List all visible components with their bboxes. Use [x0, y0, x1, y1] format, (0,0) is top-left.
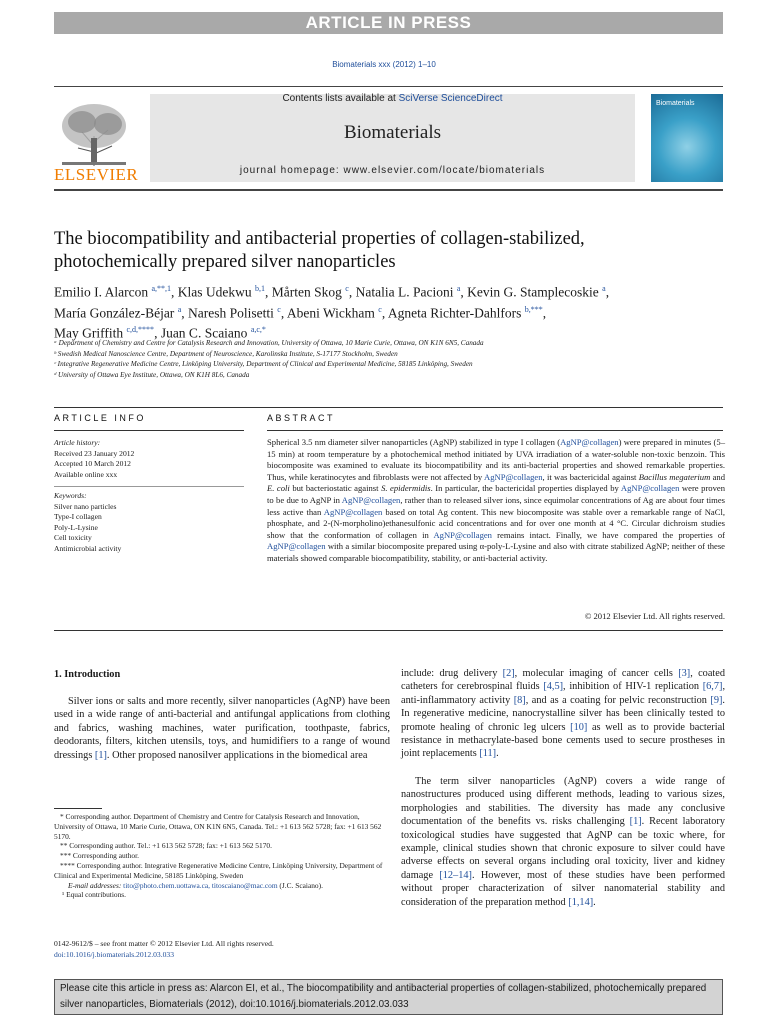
article-info — [54, 438, 244, 554]
author-name[interactable]: Agneta Richter-Dahlfors — [387, 305, 522, 320]
history-label: Article history: — [54, 438, 101, 447]
affiliation-a: ᵃ Department of Chemistry and Centre for Catalysis Research and Innovation, University of Ottawa, 10 Marie Curie, Ottawa, ON K1N 6N5, Canada — [54, 339, 484, 347]
footnote-rule — [54, 808, 102, 809]
author-name[interactable]: Kevin G. Stamplecoskie — [467, 284, 599, 300]
affiliation-d: ᵈ University of Ottawa Eye Institute, Ottawa, ON K1H 8L6, Canada — [54, 370, 250, 379]
title-line-2: photochemically prepared silver nanoparticles — [54, 252, 396, 272]
article-in-press-banner: ARTICLE IN PRESS — [54, 12, 723, 34]
footnotes — [54, 812, 390, 900]
keyword: Silver nano particles — [54, 501, 117, 511]
author-name[interactable]: María González-Béjar — [54, 305, 175, 320]
affiliation-c: ᶜ Integrative Regenerative Medicine Centre, Linköping University, Department of Clinical and Experimental Medicine, 58185 Linköping, Sweden — [54, 360, 473, 368]
author-line-3: May Griffith $^{c,d,****}$, Juan C. Scaiano $^{a,c,*}$ — [54, 325, 266, 341]
abstract-heading: ABSTRACT — [267, 413, 336, 423]
journal-citation-link[interactable]: Biomaterials xxx (2012) 1–10 — [332, 60, 436, 69]
article-info-heading: ARTICLE INFO — [54, 413, 146, 423]
author-affil-mark[interactable]: a — [456, 284, 461, 293]
author-name[interactable]: Klas Udekwu — [177, 284, 252, 300]
author-affil-mark[interactable]: a — [602, 284, 606, 293]
author-name[interactable]: Mårten Skog — [271, 284, 342, 300]
author-affil-mark[interactable]: b,*** — [524, 304, 543, 314]
contents-available-line: Contents lists available at SciVerse ScienceDirect — [282, 93, 503, 104]
cover-title: Biomaterials — [656, 100, 695, 107]
author-name[interactable]: Natalia L. Pacioni — [355, 284, 454, 300]
author-line-1: Emilio I. Alarcon $^{a,**,1}$, Klas Udekwu $^{b,1}$, Mårten Skog $^c$, Natalia L. Pacioni $^a$, Kevin G. Stamplecoskie $^a$, — [54, 284, 610, 300]
section-bottom-rule — [54, 630, 723, 631]
affiliations — [54, 338, 723, 380]
author-name[interactable]: Emilio I. Alarcon — [54, 284, 149, 300]
header-bottom-rule — [54, 189, 723, 191]
keywords-label: Keywords: — [54, 491, 87, 500]
intro-paragraph-2: The term silver nanoparticles (AgNP) covers a wide range of nanostructures produced using different methods, leading to various sizes, morphologies and stabilities. The diversity has made any conclusive documentation of the benefits vs. risks challenging [1]. Recent laboratory toxicological studies have suggested that AgNP can be toxic where, for example, clinical studies shown that chronic exposure to silver could have adverse effects on several organs including oral toxicity, liver and kidney damage [12–14]. However, most of these studies have been performed without proper characterization of silver nanomaterial stability and consideration of the preparation method [1,14]. — [401, 776, 726, 908]
author-affil-mark[interactable]: c,d,**** — [126, 325, 155, 334]
author-affil-mark[interactable]: c — [378, 304, 382, 314]
author-affil-mark[interactable]: a,**,1 — [151, 284, 172, 293]
author-name[interactable]: Juan C. Scaiano — [160, 325, 248, 341]
issn-block — [54, 939, 390, 960]
author-affil-mark[interactable]: c — [277, 304, 281, 314]
author-name[interactable]: Abeni Wickham — [286, 305, 375, 320]
article-info-rule — [54, 430, 244, 431]
doi-link[interactable]: doi:10.1016/j.biomaterials.2012.03.033 — [54, 949, 175, 959]
author-name[interactable]: Naresh Polisetti — [188, 305, 274, 320]
section-top-rule — [54, 407, 723, 408]
elsevier-wordmark: ELSEVIER — [54, 165, 139, 184]
article-title — [54, 228, 723, 274]
title-line-1: The biocompatibility and antibacterial properties of collagen-stabilized, — [54, 229, 585, 249]
author-name[interactable]: May Griffith — [54, 325, 124, 341]
footnote: ¹ Equal contributions. — [62, 890, 127, 900]
journal-homepage-link[interactable]: journal homepage: www.elsevier.com/locate/biomaterials — [239, 165, 546, 176]
author-line-2: María González-Béjar $^a$, Naresh Polisetti $^c$, Abeni Wickham $^c$, Agneta Richter-Dahlfors $^{b,***}$, — [54, 304, 547, 320]
author-affil-mark[interactable]: a,c,* — [250, 325, 266, 334]
citation-notice-box: Please cite this article in press as: Alarcon EI, et al., The biocompatibility and antibacterial properties of collagen-stabilized, photochemically prepared silver nanoparticles, Biomaterials (2012), doi:10.1016/j.biomaterials.2012.03.033 — [54, 979, 723, 1015]
keyword: Cell toxicity — [54, 533, 92, 542]
footnote: **** Corresponding author. Integrative Regenerative Medicine Centre, Linköping University, Department of Clinical and Experimental Medicine, 58185 Linköping, Sweden — [54, 860, 383, 880]
email-links[interactable]: tito@photo.chem.uottawa.ca, titoscaiano@mac.com — [123, 880, 278, 890]
author-affil-mark[interactable]: b,1 — [255, 284, 266, 293]
history-online: Available online xxx — [54, 469, 118, 479]
keyword: Type-I collagen — [54, 512, 102, 521]
abstract-copyright: © 2012 Elsevier Ltd. All rights reserved. — [584, 611, 725, 621]
introduction-heading: 1. Introduction — [54, 669, 121, 680]
journal-cover-image — [651, 94, 723, 182]
sciverse-link[interactable]: SciVerse ScienceDirect — [398, 93, 503, 104]
footnote: *** Corresponding author. — [60, 851, 140, 861]
issn-line: 0142-9612/$ – see front matter © 2012 Elsevier Ltd. All rights reserved. — [54, 939, 274, 948]
intro-paragraph-1: Silver ions or salts and more recently, silver nanoparticles (AgNP) have been used in a wide range of anti-bacterial and antifungal applications from clothing and fabrics, washing machines, water purification, toothpaste, fabrics, deodorants, filters, kitchen utensils, toys, and humidifiers to a range of wound dressings [1]. Other proposed nanosilver applications in the biomedical area — [54, 696, 390, 761]
journal-name: Biomaterials — [343, 122, 442, 143]
abstract-rule — [267, 430, 723, 431]
history-received: Received 23 January 2012 — [54, 448, 135, 458]
keyword: Antimicrobial activity — [54, 543, 122, 553]
affiliation-b: ᵇ Swedish Medical Nanoscience Centre, Department of Neuroscience, Karolinska Institute, S-17177 Stockholm, Sweden — [54, 349, 398, 358]
abstract-text: Spherical 3.5 nm diameter silver nanoparticles (AgNP) stabilized in type I collagen (AgNP@collagen) were prepared in minutes (5–15 min) at room temperature by a photochemical method initiated by UVA irradiation of a water-soluble non-toxic benzoin. This biocomposite was examined to evaluate its biocompatibility and its anti-bacterial properties and showed remarkable properties. Thus, while keratinocytes and fibroblasts were not affected by AgNP@collagen, it was bactericidal against Bacillus megaterium and E. coli but bacteriostatic against S. epidermidis. In particular, the bactericidal properties displayed by AgNP@collagen were proven to be due to AgNP in AgNP@collagen, rather than to released silver ions, since equimolar concentrations of Ag are about four times less active than AgNP@collagen based on total Ag content. This new biocomposite was stable over a remarkable range of NaCl, phosphate, and 2-(N-morpholino)ethanesulfonic acid concentrations and for over one month at 4 °C. Circular dichroism studies show that the conformation of collagen in AgNP@collagen remains intact. Finally, we have compared the properties of AgNP@collagen with a similar biocomposite prepared using α-poly-L-Lysine and also with citrate stabilized AgNP; neither of these materials showed comparable biocompatibility, stability, or anti-bacterial activity. — [267, 437, 726, 563]
header-top-rule — [54, 86, 723, 87]
keyword: Poly-L-Lysine — [54, 522, 98, 532]
footnote: * Corresponding author. Department of Chemistry and Centre for Catalysis Research and Innovation, University of Ottawa, 10 Marie Curie, Ottawa, ON K1N 6N5, Canada. Tel.: +1 613 562 5728; fax: +1 613 562 5170. — [54, 812, 382, 841]
footnote: ** Corresponding author. Tel.: +1 613 562 5728; fax: +1 613 562 5170. — [60, 841, 272, 851]
footnote-emails: E-mail addresses: tito@photo.chem.uottawa.ca, titoscaiano@mac.com (J.C. Scaiano). — [68, 880, 323, 890]
history-accepted: Accepted 10 March 2012 — [54, 459, 131, 468]
intro-paragraph-1-cont: include: drug delivery [2], molecular imaging of cancer cells [3], coated catheters for cerebrospinal fluids [4,5], inhibition of HIV-1 replication [6,7], anti-inflammatory activity [8], and as a coating for pelvic reconstruction [9]. In regenerative medicine, nanocrystalline silver has been clinically tested to promote healing of chronic leg ulcers [10] as well as to provide bacterial resistance in methacrylate-based bone cements used to secure prostheses in joint replacements [11]. — [401, 668, 726, 760]
author-affil-mark[interactable]: a — [177, 304, 182, 314]
author-list — [54, 280, 723, 342]
author-affil-mark[interactable]: c — [345, 284, 349, 293]
